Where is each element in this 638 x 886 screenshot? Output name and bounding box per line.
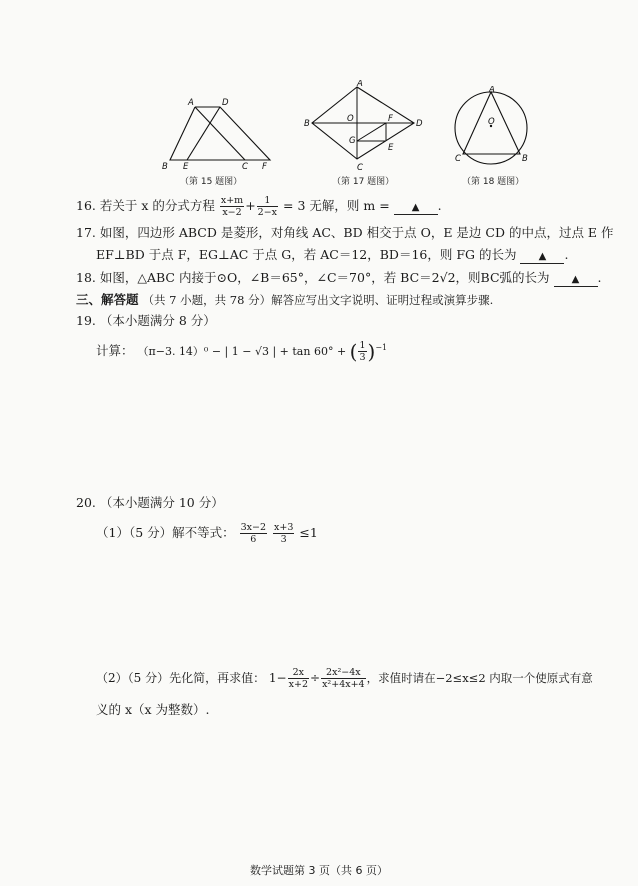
q17-number: 17.	[76, 225, 96, 240]
figure-17-caption: （第 17 题图）	[332, 177, 395, 187]
fig17-label-D: D	[416, 119, 423, 129]
question-19-expression: 计算： （π−3. 14）⁰ − | 1 − √3 | + tan 60° + ( $\frac{1}{3}$ )$^{-1}$	[96, 339, 388, 364]
fig18-label-C: C	[455, 154, 461, 164]
section-3-title: 三、解答题	[76, 292, 139, 307]
q19-number: 19.	[76, 313, 96, 328]
q20-p1-fraction-1: $\frac{3x-2}{6}$	[240, 522, 267, 545]
q20-p2-label: （2）（5 分）先化简，再求值：	[96, 671, 266, 685]
question-20-part2	[96, 667, 593, 690]
fig17-label-A: A	[357, 80, 363, 89]
q18-number: 18.	[76, 270, 96, 285]
q20-p2-tail: ，求值时请在−2≤x≤2 内取一个使原式有意	[366, 671, 593, 685]
q20-number: 20.	[76, 495, 96, 510]
q20-p2-lead: 1−	[268, 671, 287, 685]
q20-p2-div: ÷	[310, 671, 321, 685]
fig17-label-O: O	[347, 114, 354, 124]
fig17-label-G: G	[349, 136, 356, 146]
q18-answer-blank[interactable]: ▲	[554, 274, 598, 287]
page-footer: 数学试题第 3 页（共 6 页）	[250, 864, 388, 877]
q20-p1-tail: ≤1	[299, 525, 318, 540]
question-16: 16. 若关于 x 的分式方程 $\frac{x+m}{x-2}$ + $\frac{1}{2-x}$ = 3 无解，则 m = ▲ .	[76, 195, 442, 218]
figure-15-caption: （第 15 题图）	[180, 177, 243, 187]
fig15-label-B: B	[162, 162, 168, 172]
fig15-label-C: C	[242, 162, 248, 172]
fig18-label-O: O	[488, 117, 495, 127]
question-20-header	[76, 495, 224, 511]
q20-p2-line2: 义的 x（x 为整数）.	[96, 702, 210, 717]
q20-points: （本小题满分 10 分）	[99, 495, 224, 510]
q16-answer-blank[interactable]: ▲	[394, 202, 438, 215]
q16-fraction-1: $\frac{x+m}{x-2}$	[220, 195, 244, 218]
fig17-label-E: E	[388, 143, 394, 153]
figure-15-parallelogram	[150, 95, 280, 175]
q16-text-after: = 3 无解，则 m =	[283, 198, 394, 213]
fig17-label-C: C	[357, 163, 363, 173]
q19-label: 计算：	[96, 343, 134, 359]
fig18-label-A: A	[489, 86, 495, 95]
q19-expr: （π−3. 14）⁰ − | 1 − √3 | + tan 60° +	[137, 345, 350, 359]
fig18-label-B: B	[522, 154, 528, 164]
q16-number: 16.	[76, 198, 96, 213]
question-20-part2-line2	[96, 702, 210, 718]
q19-points: （本小题满分 8 分）	[99, 313, 216, 328]
q17-answer-blank[interactable]: ▲	[520, 251, 564, 264]
fig17-label-F: F	[388, 114, 393, 124]
q18-text: 如图，△ABC 内接于⊙O，∠B＝65°，∠C＝70°，若 BC＝2√2，则BC弧的长为	[99, 270, 550, 285]
figure-17-rhombus	[302, 80, 432, 175]
fig15-label-D: D	[222, 98, 229, 108]
q17-line2: EF⊥BD 于点 F，EG⊥AC 于点 G，若 AC＝12，BD＝16，则 FG 的长为	[96, 247, 517, 262]
q20-p2-fraction-2: $\frac{\text{2x²−4x}}{\text{x²+4x+4}}$	[322, 667, 365, 690]
q20-p1-label: （1）（5 分）解不等式：	[96, 525, 235, 540]
fig15-label-F: F	[262, 162, 267, 172]
q16-text-before: 若关于 x 的分式方程	[99, 198, 215, 213]
section-3-desc: （共 7 小题，共 78 分）解答应写出文字说明、证明过程或演算步骤.	[142, 293, 494, 307]
question-17	[76, 225, 614, 241]
section-3-heading	[76, 292, 493, 308]
q20-p1-fraction-2: $\frac{x+3}{3}$	[274, 522, 294, 545]
q20-p2-fraction-1: $\frac{2x}{x+2}$	[288, 667, 308, 690]
q17-line1: 如图，四边形 ABCD 是菱形，对角线 AC、BD 相交于点 O，E 是边 CD 的中点，过点 E 作	[99, 225, 614, 240]
q19-fraction: $\frac{1}{3}$	[359, 340, 366, 364]
question-19-header	[76, 313, 216, 329]
question-17-line2: EF⊥BD 于点 F，EG⊥AC 于点 G，若 AC＝12，BD＝16，则 FG 的长为 ▲ .	[96, 247, 569, 262]
question-20-part1	[96, 522, 318, 545]
fig17-label-B: B	[304, 119, 310, 129]
fig15-label-E: E	[183, 162, 189, 172]
q19-exponent: −1	[375, 343, 388, 352]
q16-plus: +	[245, 198, 256, 213]
q16-fraction-2: $\frac{1}{2-x}$	[257, 195, 278, 218]
figure-18-caption: （第 18 题图）	[462, 177, 525, 187]
question-18: 18. 如图，△ABC 内接于⊙O，∠B＝65°，∠C＝70°，若 BC＝2√2，则BC弧的长为 ▲ .	[76, 270, 602, 285]
figure-18-circle-triangle	[448, 86, 538, 171]
fig15-label-A: A	[188, 98, 194, 108]
